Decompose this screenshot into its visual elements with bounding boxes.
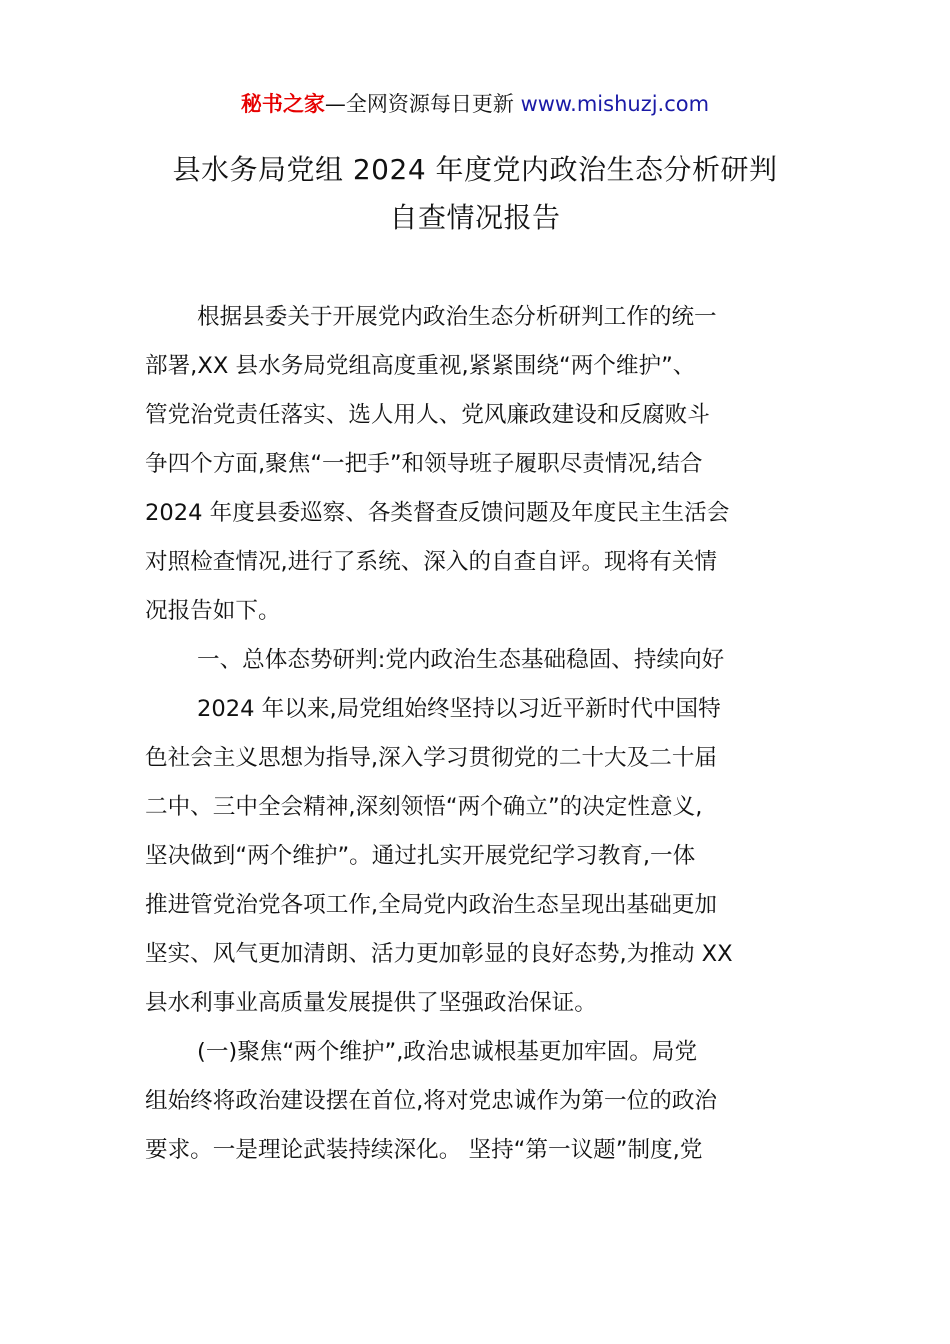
text-line: 根据县委关于开展党内政治生态分析研判工作的统一 bbox=[197, 304, 717, 330]
site-header bbox=[0, 89, 950, 119]
text-line: 组始终将政治建设摆在首位,将对党忠诚作为第一位的政治 bbox=[145, 1088, 718, 1114]
paragraph bbox=[145, 293, 808, 636]
text-line: 色社会主义思想为指导,深入学习贯彻党的二十大及二十届 bbox=[145, 745, 718, 771]
text-line: 对照检查情况,进行了系统、深入的自查自评。现将有关情 bbox=[145, 549, 718, 575]
text-line: 争四个方面,聚焦“一把手”和领导班子履职尽责情况,结合 bbox=[145, 451, 703, 477]
text-line: 部署,XX 县水务局党组高度重视,紧紧围绕“两个维护”、 bbox=[145, 353, 696, 379]
header-tagline: —全网资源每日更新 bbox=[324, 92, 521, 116]
text-line: 坚决做到“两个维护”。通过扎实开展党纪学习教育,一体 bbox=[145, 843, 696, 869]
text-line: 一、总体态势研判:党内政治生态基础稳固、持续向好 bbox=[197, 647, 725, 673]
text-line: 2024 年度县委巡察、各类督查反馈问题及年度民主生活会 bbox=[145, 500, 730, 526]
paragraph bbox=[145, 685, 808, 1028]
text-line: 推进管党治党各项工作,全局党内政治生态呈现出基础更加 bbox=[145, 892, 718, 918]
title-line-1: 县水务局党组 2024 年度党内政治生态分析研判 bbox=[172, 153, 778, 186]
title-line-2: 自查情况报告 bbox=[389, 201, 561, 234]
site-url-link[interactable]: www.mishuzj.com bbox=[520, 92, 710, 116]
section-heading bbox=[145, 636, 808, 685]
text-line: (一)聚焦“两个维护”,政治忠诚根基更加牢固。局党 bbox=[197, 1039, 698, 1065]
text-line: 坚实、风气更加清朗、活力更加彰显的良好态势,为推动 XX bbox=[145, 941, 733, 967]
text-line: 二中、三中全会精神,深刻领悟“两个确立”的决定性意义, bbox=[145, 794, 703, 820]
text-line: 管党治党责任落实、选人用人、党风廉政建设和反腐败斗 bbox=[145, 402, 710, 428]
text-line: 况报告如下。 bbox=[145, 598, 281, 624]
brand-name: 秘书之家 bbox=[240, 92, 325, 116]
document-title bbox=[0, 146, 950, 242]
text-line: 要求。一是理论武装持续深化。 坚持“第一议题”制度,党 bbox=[145, 1137, 703, 1163]
document-body bbox=[145, 293, 808, 1175]
paragraph bbox=[145, 1028, 808, 1175]
text-line: 县水利事业高质量发展提供了坚强政治保证。 bbox=[145, 990, 597, 1016]
text-line: 2024 年以来,局党组始终坚持以习近平新时代中国特 bbox=[197, 696, 721, 722]
